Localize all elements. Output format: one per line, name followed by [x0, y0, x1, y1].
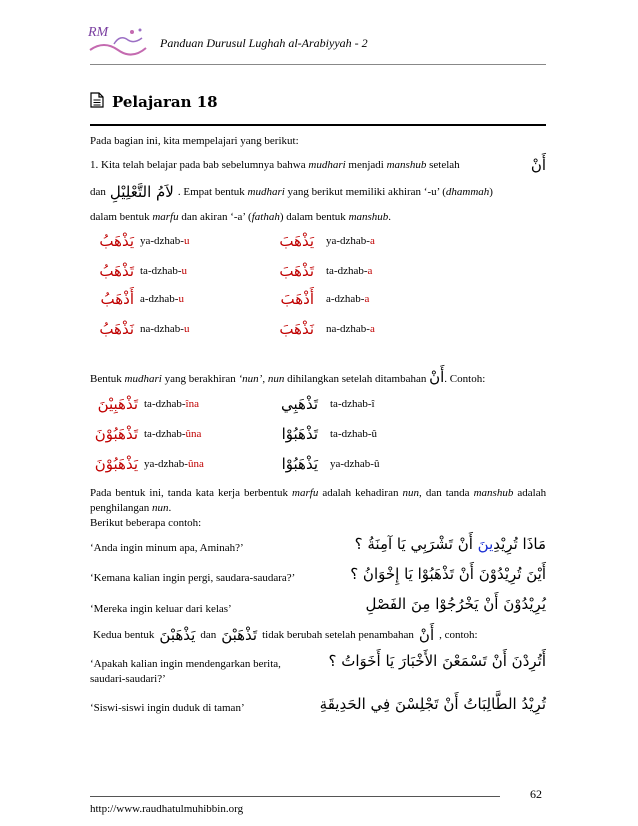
footer-divider [90, 796, 500, 797]
marfu-form: تَذْهَبُ [99, 262, 134, 280]
marfu-form: يَذْهَبُوْنَ [94, 455, 138, 473]
manshub-translit: ya-dzhab-a [326, 235, 375, 247]
lesson-title: Pelajaran 18 [112, 93, 218, 111]
marfu-form: يَذْهَبُ [99, 232, 134, 250]
table2-row [90, 455, 204, 473]
table2-row-manshub [270, 425, 377, 443]
table2-row-manshub [270, 395, 375, 413]
manshub-form: يَذْهَبَ [279, 232, 314, 250]
point-1-cont-2: dalam bentuk marfu dan akiran ‘-a’ (fathah) dalam bentuk manshub. [90, 211, 392, 223]
manshub-translit: ta-dzhab-a [326, 265, 373, 277]
example-4-translation: ‘Apakah kalian ingin mendengarkan berita, saudari-saudari?’ [90, 658, 281, 685]
manshub-translit: a-dzhab-a [326, 293, 370, 305]
example-5-arabic: تُرِيْدُ الطَّالِبَاتُ أَنْ تَجْلِسْنَ فِي الحَدِيقَةِ [319, 695, 546, 713]
manshub-translit: ta-dzhab-û [330, 428, 378, 440]
marfu-translit: a-dzhab-u [140, 293, 184, 305]
manshub-form: تَذْهَبَ [279, 262, 314, 280]
table1-row-manshub [270, 320, 375, 338]
header-divider [90, 64, 546, 65]
table1-row [90, 232, 189, 250]
example-1-translation: ‘Anda ingin minum apa, Aminah?’ [90, 542, 244, 554]
table1-row-manshub [270, 290, 369, 308]
example-2-arabic: أَيْنَ تُرِيْدُوْنَ أَنْ تَذْهَبُوْا يَا إِخْوَانُ ؟ [350, 565, 546, 583]
table2-row [90, 425, 201, 443]
arabic-an: أَنْ [530, 156, 546, 174]
marfu-translit: ta-dzhab-ûna [144, 428, 202, 440]
example-4-arabic: أَتُرِدْنَ أَنْ تَسْمَعْنَ الأَخْبَارَ يَا أَخَوَاتُ ؟ [328, 652, 546, 670]
table1-row-manshub [270, 262, 372, 280]
point-1: 1. Kita telah belajar pada bab sebelumnya bahwa mudhari menjadi manshub setelah أَنْ [90, 156, 546, 174]
table2-row [90, 395, 199, 413]
example-3-translation: ‘Mereka ingin keluar dari kelas’ [90, 603, 232, 615]
marfu-form: تَذْهَبِيْنَ [97, 395, 138, 413]
lesson-heading [90, 92, 218, 112]
manshub-form: يَذْهَبُوْا [281, 455, 318, 473]
marfu-form: نَذْهَبُ [99, 320, 134, 338]
page-number: 62 [530, 787, 542, 801]
example-3-arabic: يُرِيْدُوْنَ أَنْ يَخْرُجُوْا مِنَ الفَصْلِ [365, 595, 546, 613]
example-1-arabic: مَاذَا تُرِيْدِينَ أَنْ تَشْرَبِي يَا آمِنَةُ ؟ [354, 535, 546, 553]
marfu-translit: ya-dzhab-ûna [144, 458, 204, 470]
marfu-translit: na-dzhab-u [140, 323, 190, 335]
marfu-form: تَذْهَبُوْنَ [94, 425, 138, 443]
manshub-translit: na-dzhab-a [326, 323, 375, 335]
table1-row [90, 262, 187, 280]
example-2-translation: ‘Kemana kalian ingin pergi, saudara-saudara?’ [90, 572, 296, 584]
logo-text: RM [88, 25, 109, 40]
nun-paragraph: Bentuk mudhari yang berakhiran ‘nun’, nun dihilangkan setelah ditambahan أَنْ. Contoh: [90, 368, 486, 386]
manshub-form: تَذْهَبِي [281, 395, 318, 413]
footer-url[interactable]: http://www.raudhatulmuhibbin.org [90, 803, 244, 815]
manshub-translit: ya-dzhab-û [330, 458, 380, 470]
kedua-paragraph: Kedua bentuk يَذْهَبْنَ dan تَذْهَبْنَ tidak berubah setelah penambahan أَنْ , contoh: [93, 626, 478, 644]
marfu-translit: ta-dzhab-u [140, 265, 188, 277]
manshub-form: تَذْهَبُوْا [281, 425, 318, 443]
table1-row [90, 320, 189, 338]
header-title: Panduan Durusul Lughah al-Arabiyyah - 2 [160, 36, 368, 50]
point-1-cont: dan لاَمُ التَّعْلِيْلِ . Empat bentuk mudhari yang berikut memiliki akhiran ‘-u’ (dhammah) [90, 183, 493, 201]
table2-row-manshub [270, 455, 379, 473]
manshub-form: نَذْهَبَ [279, 320, 314, 338]
manshub-form: أَذْهَبَ [280, 290, 314, 308]
marfu-translit: ya-dzhab-u [140, 235, 190, 247]
marfu-form: أَذْهَبُ [100, 290, 134, 308]
arabic-lam-talil: لاَمُ التَّعْلِيْلِ [109, 183, 174, 201]
marfu-translit: ta-dzhab-îna [144, 398, 199, 410]
manshub-translit: ta-dzhab-î [330, 398, 375, 410]
document-icon [90, 92, 104, 112]
table1-row [90, 290, 184, 308]
intro-line: Pada bagian ini, kita mempelajari yang berikut: [90, 135, 299, 147]
lesson-divider [90, 124, 546, 126]
example-5-translation: ‘Siswi-siswi ingin duduk di taman’ [90, 702, 245, 714]
site-logo [84, 20, 154, 58]
marfu-paragraph: Pada bentuk ini, tanda kata kerja berbentuk marfu adalah kehadiran nun, dan tanda manshub adalah penghilangan nun. Berikut beberapa contoh: [90, 487, 547, 529]
table1-row-manshub [270, 232, 375, 250]
